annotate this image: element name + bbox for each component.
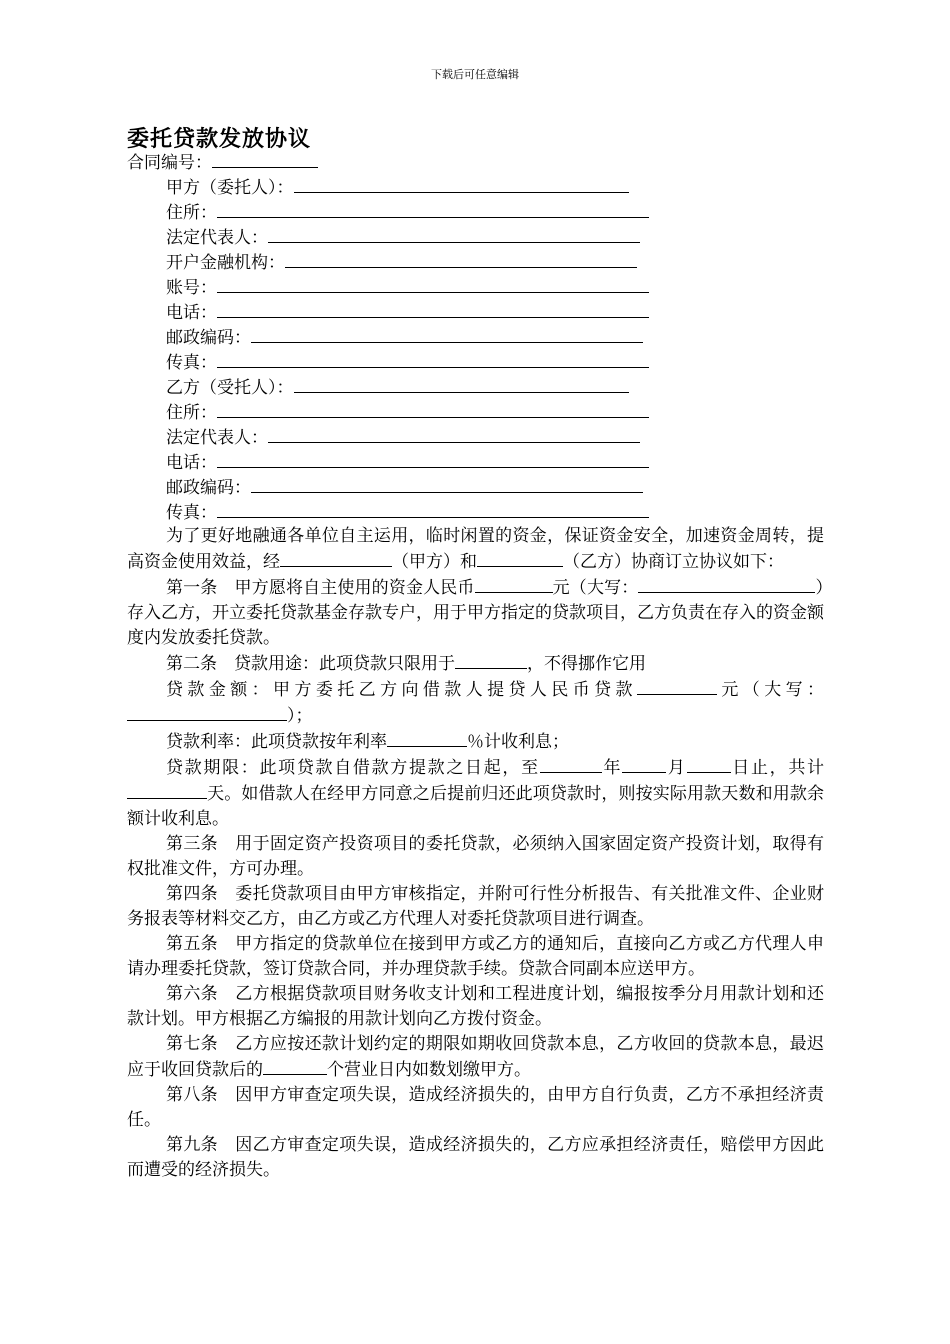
contract-number-label: 合同编号： (127, 153, 212, 173)
intro-party-b-blank[interactable] (477, 549, 563, 567)
term-total-days-blank[interactable] (127, 781, 207, 799)
party-b-legal-rep-blank[interactable] (268, 425, 640, 443)
term-month-blank[interactable] (622, 755, 666, 773)
party-b-address-line (166, 400, 649, 425)
article-2: 第二条 贷款用途：此项贷款只限用于 ，不得挪作它用 (127, 651, 824, 677)
article-8: 第八条 因甲方审查定项失误，造成经济损失的，由甲方自行负责，乙方不承担经济责任。 (127, 1085, 824, 1130)
article-4: 第四条 委托贷款项目由甲方审核指定，并附可行性分析报告、有关批准文件、企业财务报表等材料交乙方，由乙方或乙方代理人对委托贷款项目进行调查。 (127, 884, 824, 929)
party-b-legal-rep-label: 法定代表人： (166, 428, 268, 448)
party-a-phone-blank[interactable] (217, 300, 649, 318)
intro-paragraph: 为了更好地融通各单位自主运用，临时闲置的资金，保证资金安全，加速资金周转，提高资金使用效益，经 （甲方）和 （乙方）协商订立协议如下： (127, 526, 824, 572)
document-title: 委托贷款发放协议 (127, 126, 312, 152)
loan-rate-clause: 贷款利率：此项贷款按年利率 ％计收利息； (127, 729, 824, 755)
term-year-blank[interactable] (540, 755, 602, 773)
party-b-postcode-line (166, 475, 643, 500)
party-b-postcode-blank[interactable] (251, 475, 643, 493)
deposit-amount-words-blank[interactable] (638, 575, 815, 593)
party-a-fax-label: 传真： (166, 353, 217, 373)
party-b-fax-blank[interactable] (217, 500, 649, 518)
party-a-legal-rep-blank[interactable] (268, 225, 640, 243)
contract-number-line (127, 150, 318, 175)
article-1: 第一条 甲方愿将自主使用的资金人民币 元（大写： ）存入乙方，开立委托贷款基金存款专户，用于甲方指定的贷款项目，乙方负责在存入的资金额度内发放委托贷款。 (127, 575, 824, 651)
loan-amount-blank[interactable] (637, 677, 717, 695)
body-text (127, 524, 824, 1183)
party-b-name-label: 乙方（受托人）： (166, 378, 294, 398)
header-note: 下载后可任意编辑 (431, 68, 519, 81)
party-b-phone-label: 电话： (166, 453, 217, 473)
article-5: 第五条 甲方指定的贷款单位在接到甲方或乙方的通知后，直接向乙方或乙方代理人申请办理委托贷款，签订贷款合同，并办理贷款手续。贷款合同副本应送甲方。 (127, 934, 824, 979)
loan-purpose-blank[interactable] (455, 651, 527, 669)
party-b-fax-label: 传真： (166, 503, 217, 523)
party-a-account-label: 账号： (166, 278, 217, 298)
business-days-blank[interactable] (263, 1057, 327, 1075)
party-a-fax-line (166, 350, 649, 375)
article-3: 第三条 用于固定资产投资项目的委托贷款，必须纳入国家固定资产投资计划，取得有权批准文件，方可办理。 (127, 834, 824, 879)
party-a-bank-line (166, 250, 637, 275)
article-6: 第六条 乙方根据贷款项目财务收支计划和工程进度计划，编报按季分月用款计划和还款计划。甲方根据乙方编报的用款计划向乙方拨付资金。 (127, 984, 824, 1029)
party-b-phone-line (166, 450, 649, 475)
party-a-postcode-blank[interactable] (251, 325, 643, 343)
article-9: 第九条 因乙方审查定项失误，造成经济损失的，乙方应承担经济责任，赔偿甲方因此而遭受的经济损失。 (127, 1135, 824, 1180)
loan-term-clause: 贷款期限：此项贷款自借款方提款之日起，至 年 月 日止，共计天。如借款人在经甲方同意之后提前归还此项贷款时，则按实际用款天数和用款余额计收利息。 (127, 755, 824, 832)
intro-party-a-blank[interactable] (280, 549, 392, 567)
party-b-phone-blank[interactable] (217, 450, 649, 468)
party-b-fax-line (166, 500, 649, 525)
party-a-name-label: 甲方（委托人）： (166, 178, 294, 198)
party-a-postcode-label: 邮政编码： (166, 328, 251, 348)
party-a-legal-rep-label: 法定代表人： (166, 228, 268, 248)
party-b-address-blank[interactable] (217, 400, 649, 418)
party-a-account-line (166, 275, 649, 300)
party-a-fax-blank[interactable] (217, 350, 649, 368)
article-7: 第七条 乙方应按还款计划约定的期限如期收回贷款本息，乙方收回的贷款本息，最迟应于收回贷款后的 个营业日内如数划缴甲方。 (127, 1034, 824, 1080)
party-b-address-label: 住所： (166, 403, 217, 423)
term-day-blank[interactable] (687, 755, 731, 773)
loan-rate-blank[interactable] (387, 729, 467, 747)
party-b-postcode-label: 邮政编码： (166, 478, 251, 498)
party-a-address-blank[interactable] (217, 200, 649, 218)
party-b-name-blank[interactable] (294, 375, 629, 393)
party-a-bank-label: 开户金融机构： (166, 253, 285, 273)
party-a-legal-rep-line (166, 225, 640, 250)
party-a-address-label: 住所： (166, 203, 217, 223)
party-a-account-blank[interactable] (217, 275, 649, 293)
party-a-name-blank[interactable] (294, 175, 629, 193)
party-a-phone-label: 电话： (166, 303, 217, 323)
loan-amount-words-blank[interactable] (127, 703, 287, 721)
party-b-name-line (166, 375, 629, 400)
party-a-address-line (166, 200, 649, 225)
deposit-amount-blank[interactable] (475, 575, 553, 593)
party-a-postcode-line (166, 325, 643, 350)
party-a-phone-line (166, 300, 649, 325)
contract-number-blank[interactable] (212, 150, 318, 168)
party-b-legal-rep-line (166, 425, 640, 450)
party-a-name-line (166, 175, 629, 200)
loan-amount-clause: 贷款金额：甲方委托乙方向借款人提贷人民币贷款 元（大写：）； (127, 677, 824, 729)
party-a-bank-blank[interactable] (285, 250, 637, 268)
